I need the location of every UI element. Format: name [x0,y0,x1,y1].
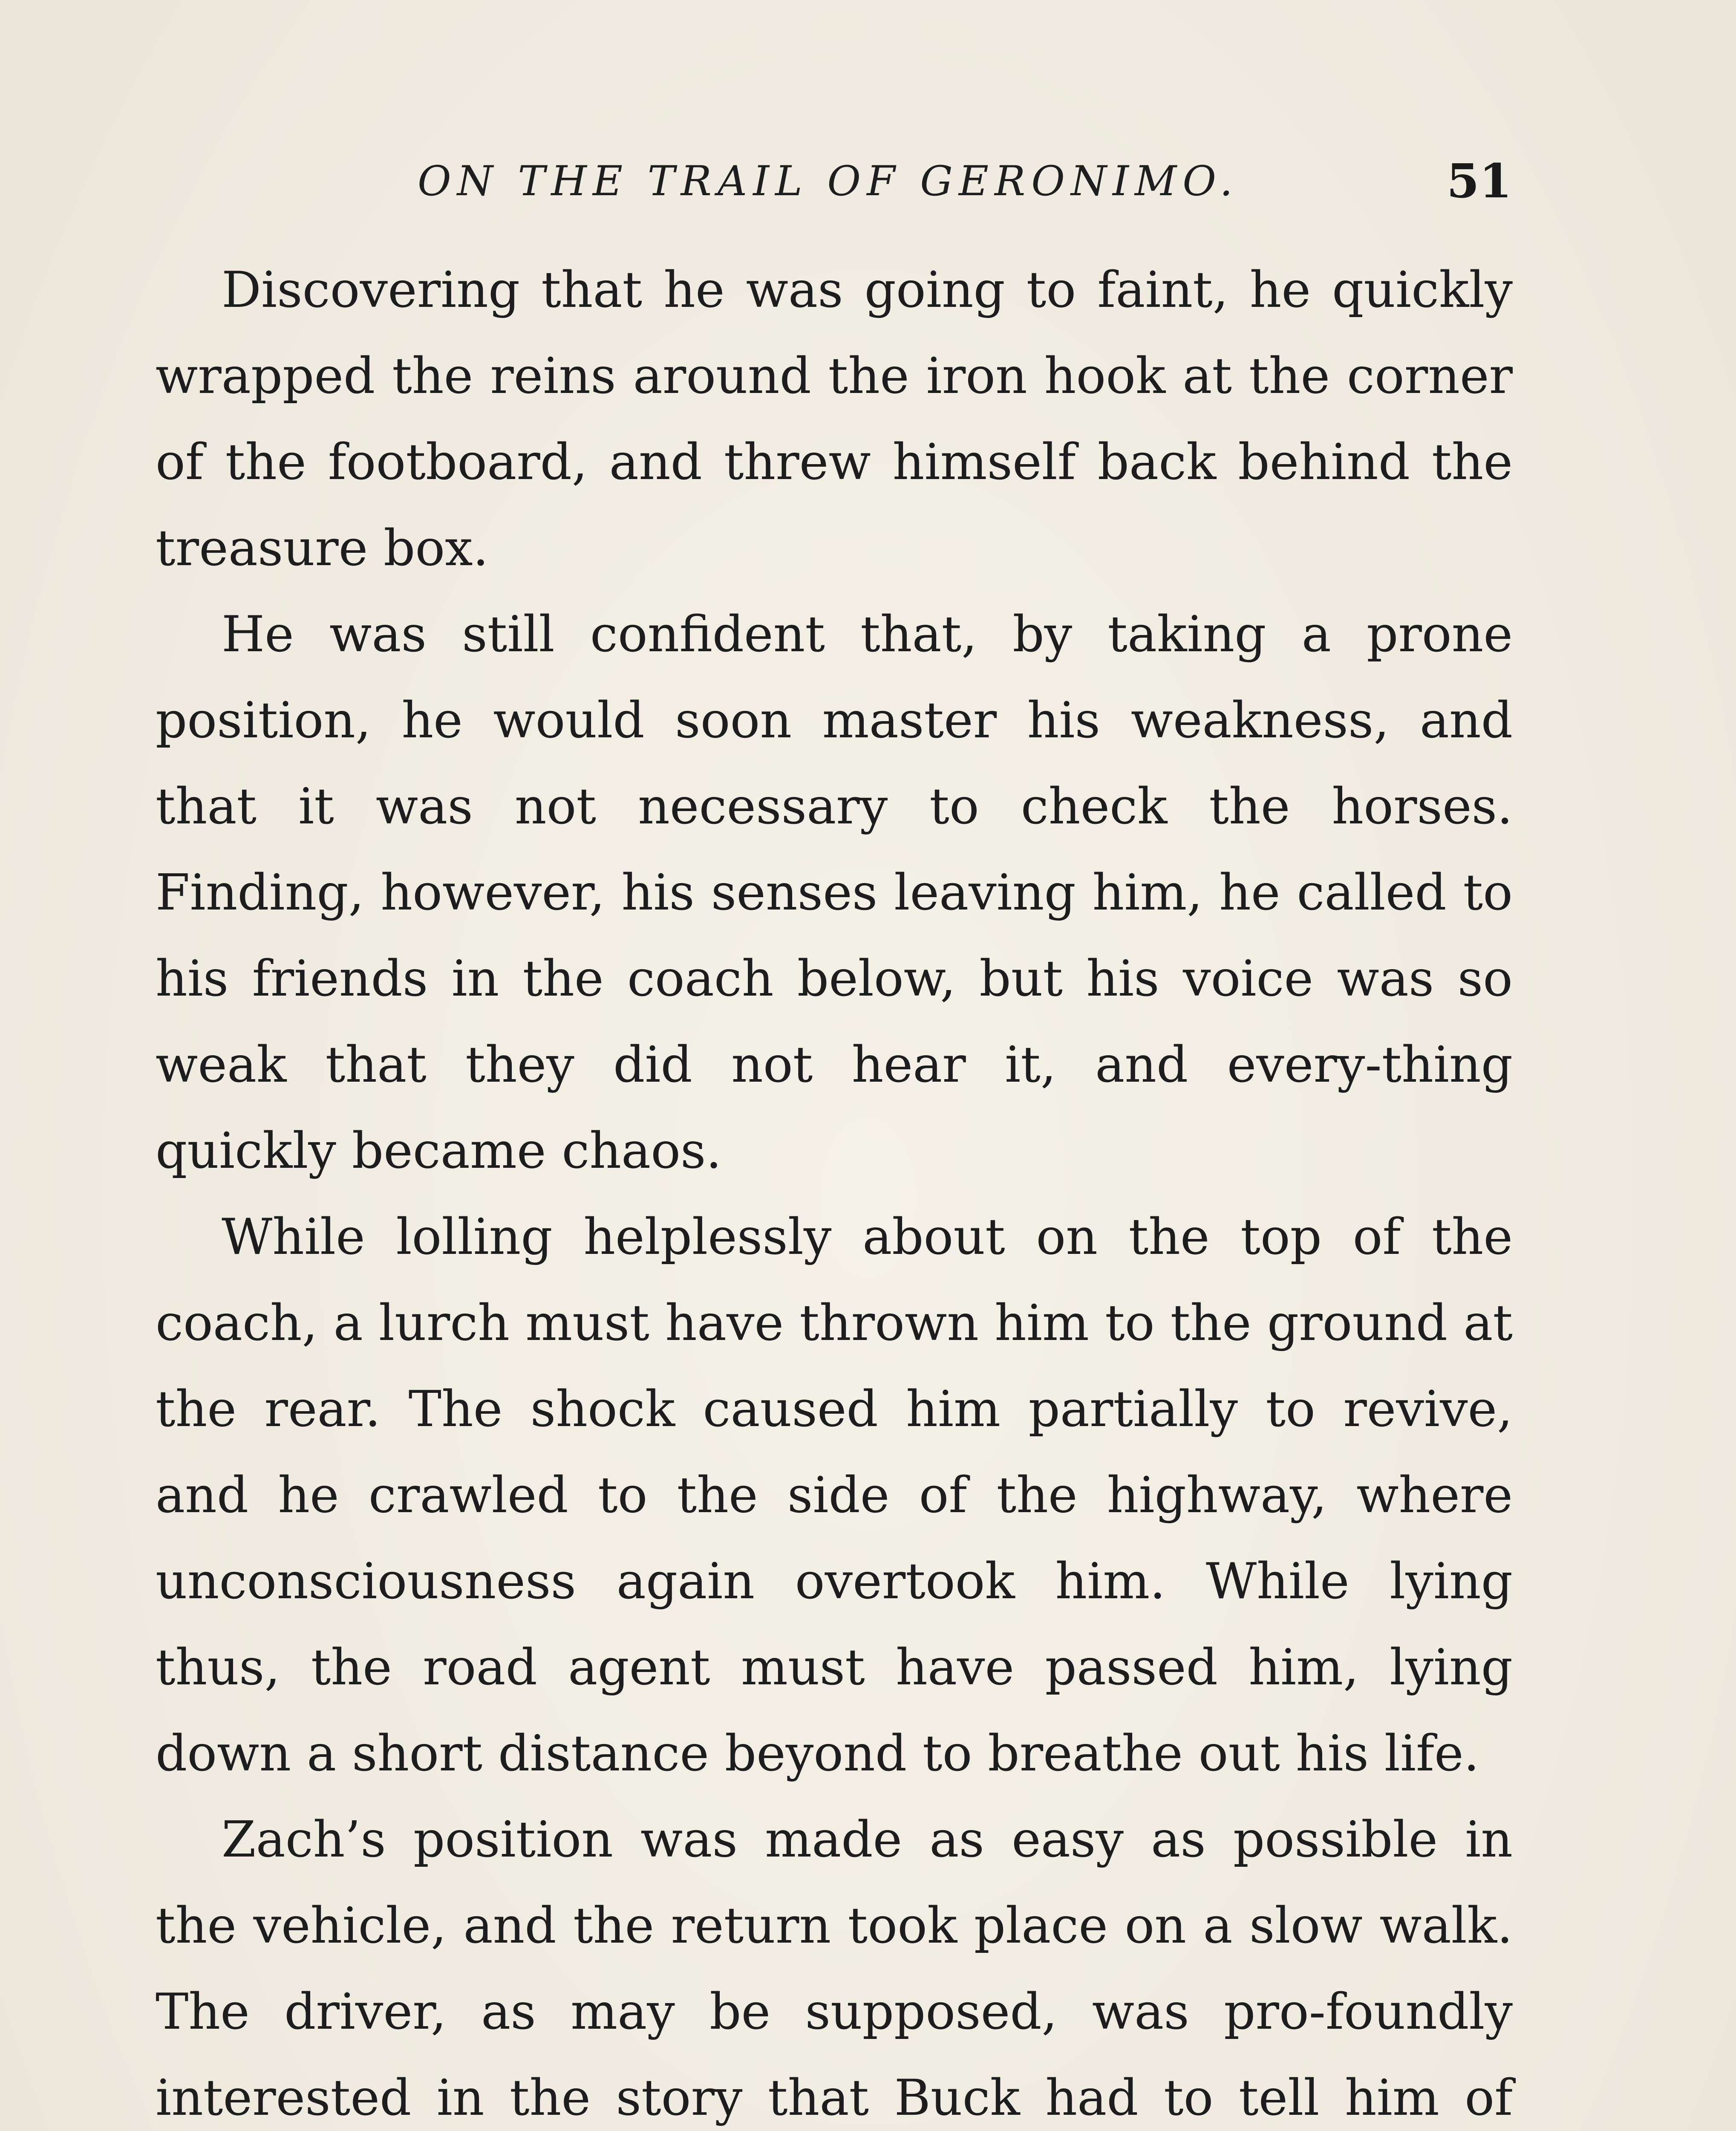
paragraph-1: Discovering that he was going to faint, he quickly wrapped the reins around the iron hook at the corner of the footboard, and threw himself back behind the treasure box. [156,261,1513,577]
paragraph-4: Zach’s position was made as easy as possible in the vehicle, and the return took place on a slow walk. The driver, as may be supposed, was pro-foundly interested in the story that Buck had to tell him of [156,1811,1513,2127]
paragraph-2: He was still confident that, by taking a prone position, he would soon master his weakness, and that it was not necessary to check the horses. Finding, however, his senses leaving him, he called to his friends in the coach below, but his voice was so weak that they did not hear it, and every-thing quickly became chaos. [156,606,1513,1180]
running-title: ON THE TRAIL OF GERONIMO. [418,157,1239,205]
page-number: 51 [1447,153,1512,208]
paragraph-3: While lolling helplessly about on the top of the coach, a lurch must have thrown him to the ground at the rear. The shock caused him partially to revive, and he crawled to the side of the highway, where unconsciousness again overtook him. While lying thus, the road agent must have passed him, lying down a short distance beyond to breathe out his life. [156,1208,1513,1782]
body-text [156,247,1513,2131]
running-head [0,149,1736,213]
